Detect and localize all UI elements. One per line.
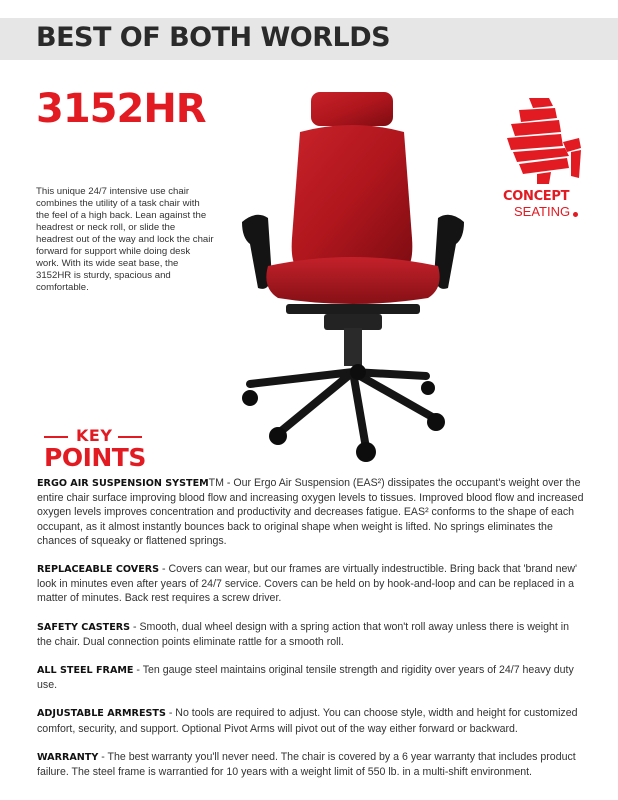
title-banner — [0, 18, 618, 60]
key-point-warranty — [37, 750, 585, 779]
key-point-body: - The best warranty you'll never need. The chair is covered by a 6 year warranty that includes product failure. The steel frame is warrantied for 10 years with a weight limit of 550 lb. in a multi-shift environment. — [37, 750, 576, 779]
key-point-title: ADJUSTABLE ARMRESTS — [37, 708, 166, 720]
key-point-title: WARRANTY — [37, 751, 99, 763]
key-point-ergo-air — [37, 476, 585, 548]
key-point-body: TM - Our Ergo Air Suspension (EAS²) dissipates the occupant's weight over the entire chair surface improving blood flow and increasing oxygen levels to tissues. Improved blood flow and increased oxygen levels improves concentration and productivity and decreases fatigue. EAS² conforms to the shape of each occupant, as it almost instantly bounces back to original shape when weight is lifted. No springs eliminates the chances of squeaky or flattened springs. — [37, 477, 584, 547]
key-point-title: ALL STEEL FRAME — [37, 665, 134, 677]
key-points-list — [37, 476, 585, 793]
heading-rule-right — [118, 436, 142, 438]
key-point-body: - Ten gauge steel maintains original tensile strength and rigidity over years of 24/7 heavy duty use. — [37, 664, 574, 692]
key-point-title: SAFETY CASTERS — [37, 621, 131, 633]
key-point-body: - Covers can wear, but our frames are virtually indestructible. Bring back that 'brand new' look in minutes even after years of 24/7 service. Covers can be held on by hook-and-loop and can be replaced in a matter of minutes. Back rest requires a screw driver. — [37, 563, 578, 605]
key-point-body: - Smooth, dual wheel design with a spring action that won't roll away unless there is weight in the chair. Dual connection points eliminate rattle for a smooth roll. — [37, 620, 569, 648]
key-point-covers — [37, 562, 585, 606]
logo-wordmark-bottom: SEATING — [514, 204, 571, 219]
key-point-frame — [37, 663, 585, 692]
key-point-armrests — [37, 706, 585, 735]
model-number: 3152HR — [36, 86, 206, 132]
key-point-title: ERGO AIR SUSPENSION SYSTEM — [37, 478, 209, 489]
product-description: This unique 24/7 intensive use chair combines the utility of a task chair with the feel of a high back. Lean against the headrest or neck roll, or slide the headrest out of the way and lock the chair forward for support while doing desk work. With its wide seat base, the 3152HR is sturdy, spacious and comfortable. — [36, 186, 214, 293]
logo-wordmark-top: CONCEPT — [503, 189, 570, 204]
heading-rule-left — [44, 436, 68, 438]
key-point-casters — [37, 620, 585, 649]
key-points-heading-bottom: POINTS — [44, 443, 146, 472]
page-title: BEST OF BOTH WORLDS — [36, 22, 391, 53]
chair-image — [228, 88, 478, 468]
key-points-heading-top: KEY — [76, 426, 113, 445]
registered-mark-icon — [573, 212, 578, 217]
key-point-body: - No tools are required to adjust. You can choose style, width and height for customized comfort, security, and support. Optional Pivot Arms will pivot out of the way either forward or backward. — [37, 707, 578, 735]
key-point-title: REPLACEABLE COVERS — [37, 564, 160, 576]
